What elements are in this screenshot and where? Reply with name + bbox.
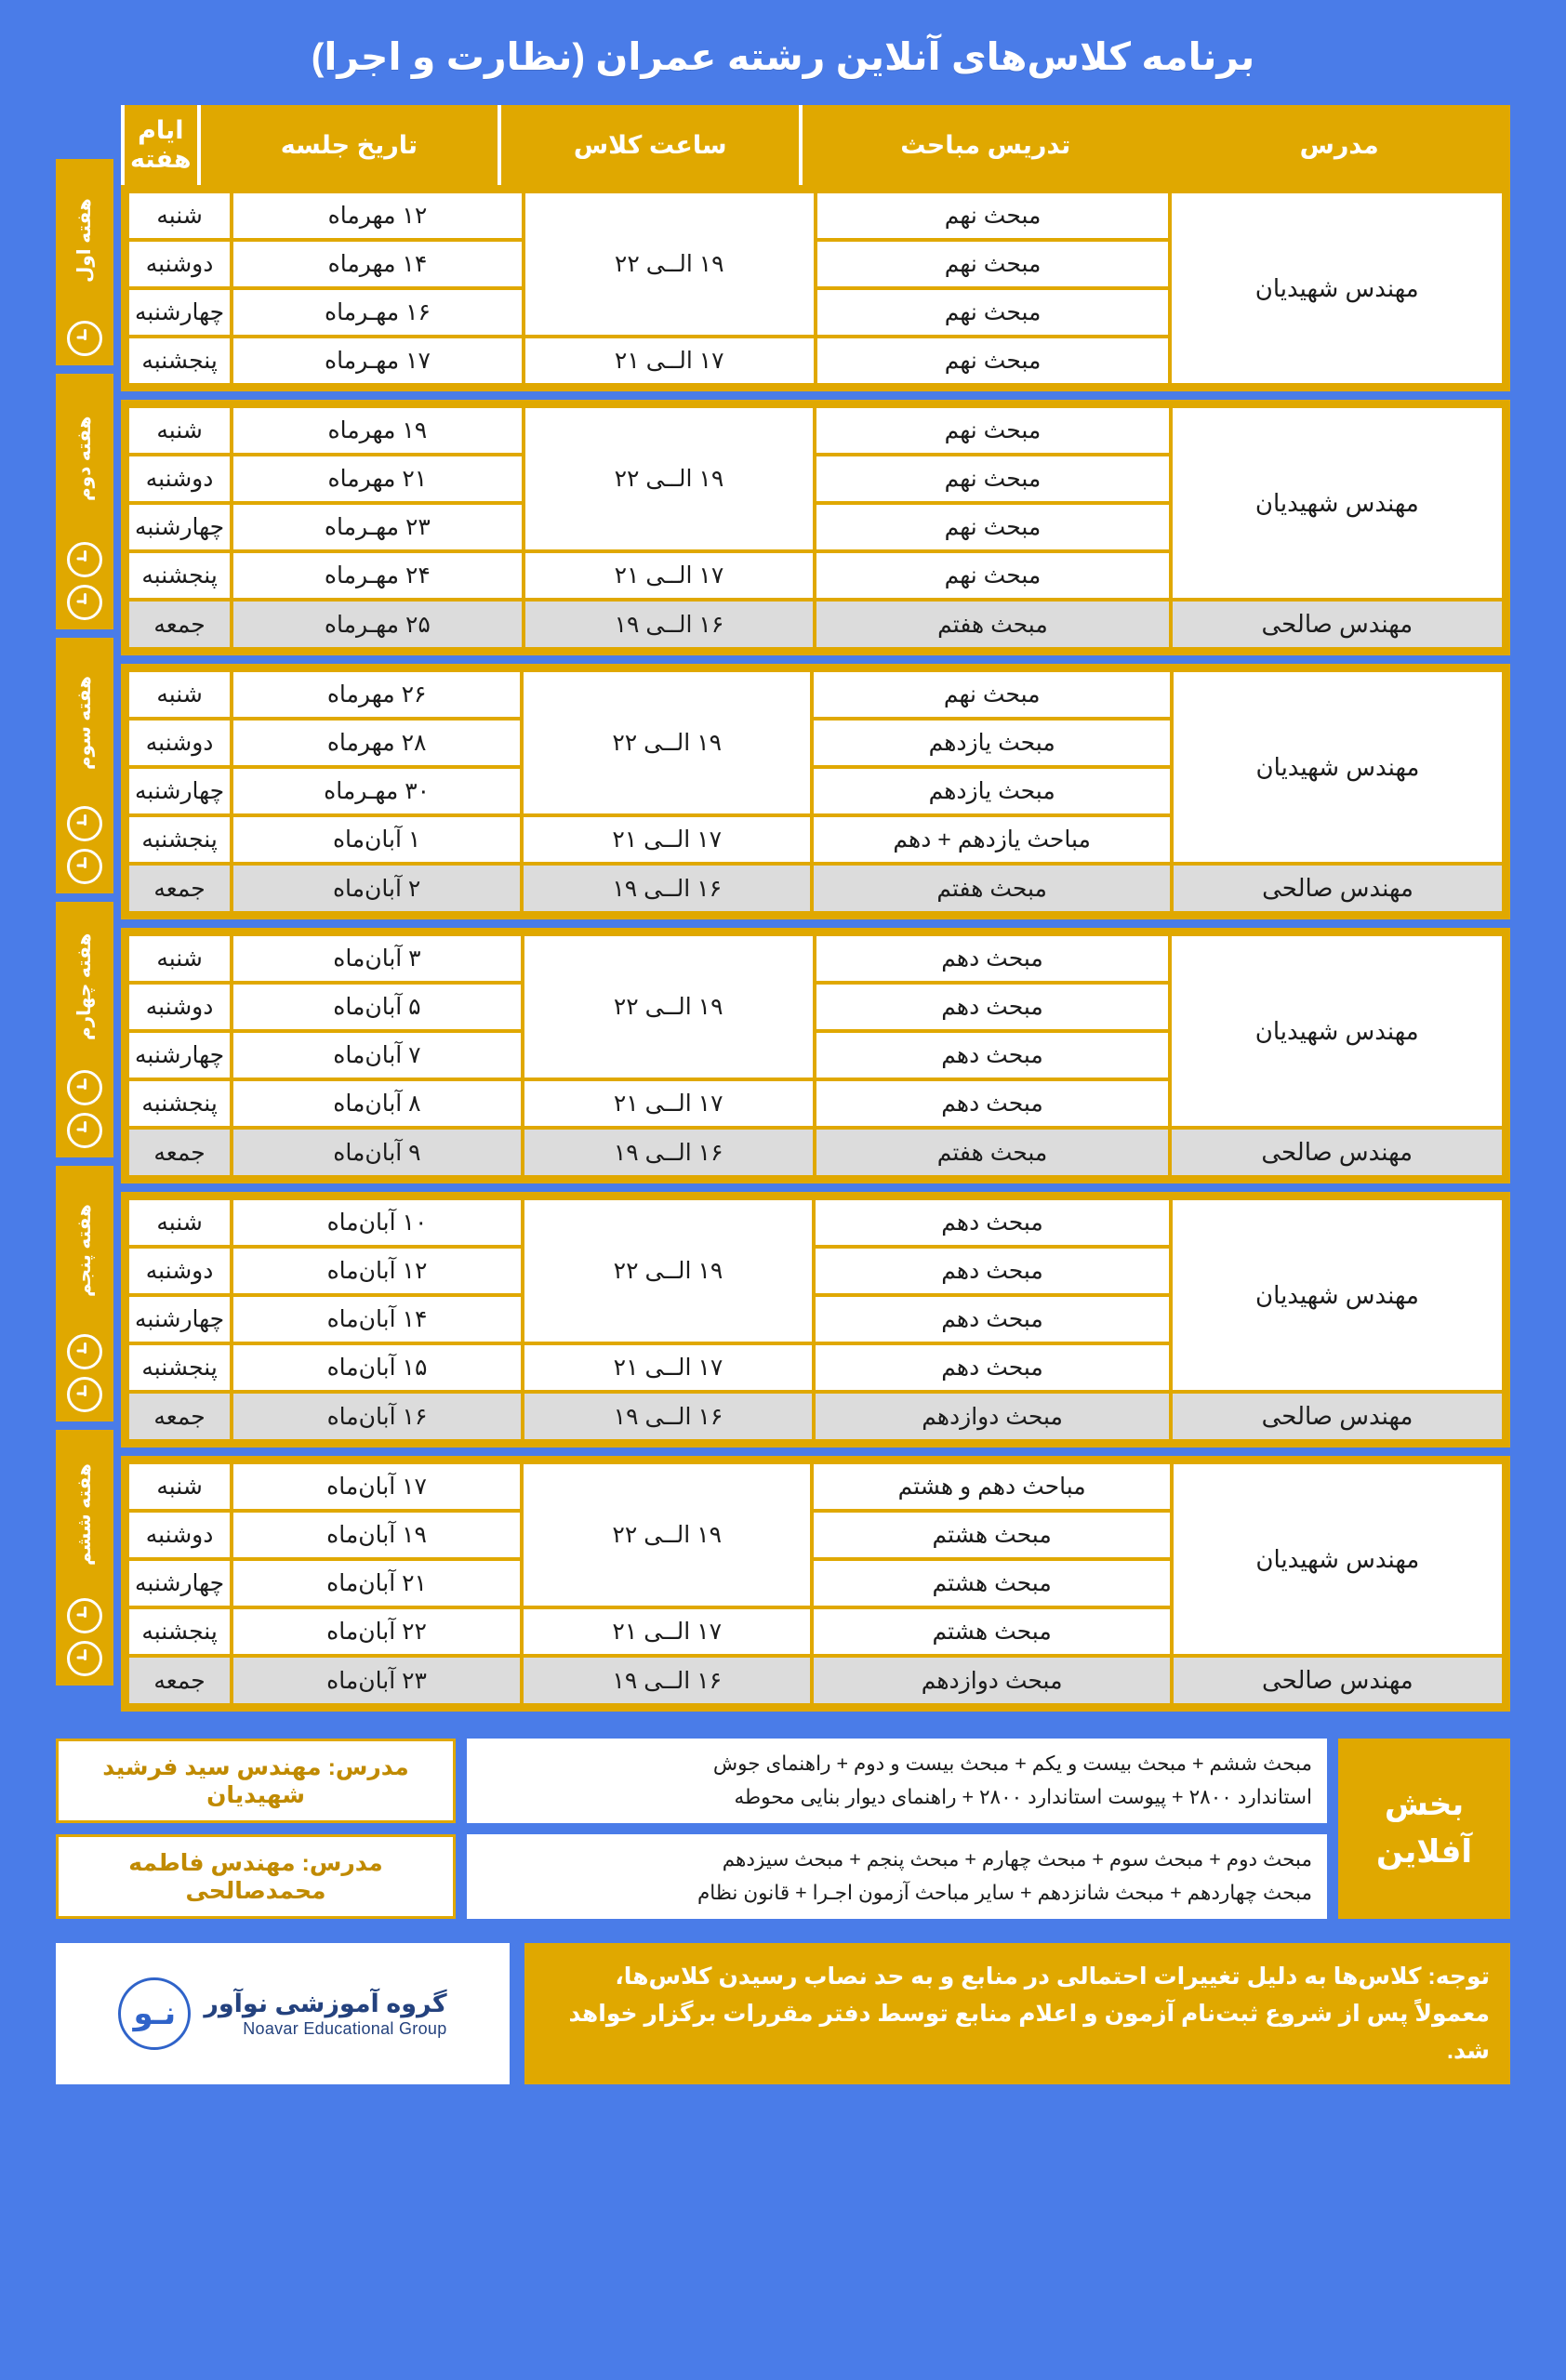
clock-icon bbox=[67, 1070, 102, 1105]
cell-date: ۲۳ مهـرماه bbox=[233, 505, 521, 549]
offline-row bbox=[56, 1834, 1327, 1919]
week-label-block bbox=[56, 1166, 113, 1421]
offline-rows bbox=[56, 1739, 1327, 1919]
schedule-table bbox=[121, 105, 1510, 1720]
cell-date: ۲۱ مهرماه bbox=[233, 456, 521, 501]
cell-day: جمعه bbox=[129, 1130, 230, 1175]
clock-icon bbox=[67, 585, 102, 620]
cell-date: ۱۶ آبان‌ماه bbox=[233, 1394, 521, 1439]
week-block bbox=[121, 1192, 1510, 1448]
week-label: هفته پنجم bbox=[74, 1204, 95, 1298]
cell-day: شنبه bbox=[129, 193, 230, 238]
table-row bbox=[129, 1658, 1502, 1703]
cell-date: ۱ آبان‌ماه bbox=[233, 817, 520, 862]
table-row bbox=[129, 602, 1502, 647]
cell-day: پنجشنبه bbox=[129, 1081, 230, 1126]
cell-topic: مبحث دوازدهم bbox=[814, 1658, 1169, 1703]
cell-time: ۱۹ الــی ۲۲ bbox=[524, 1200, 812, 1342]
cell-date: ۱۷ مهـرماه bbox=[233, 338, 522, 383]
cell-day: دوشنبه bbox=[129, 721, 230, 765]
offline-topics-line: مبحث دوم + مبحث سوم + مبحث چهارم + مبحث پنجم + مبحث سیزدهم bbox=[722, 1848, 1312, 1871]
cell-teacher: مهندس شهیدیان bbox=[1174, 1464, 1502, 1654]
cell-date: ۱۷ آبان‌ماه bbox=[233, 1464, 520, 1509]
column-header-date: تاریخ جلسه bbox=[197, 105, 498, 185]
cell-day: دوشنبه bbox=[129, 1513, 230, 1557]
week-labels-container bbox=[56, 159, 113, 1694]
cell-time: ۱۶ الــی ۱۹ bbox=[524, 1394, 812, 1439]
column-header-day: ایام هفته bbox=[121, 105, 197, 185]
cell-time: ۱۶ الــی ۱۹ bbox=[524, 1658, 811, 1703]
brand-name-fa: گروه آموزشی نوآور bbox=[204, 1990, 447, 2018]
cell-topic: مبحث نهم bbox=[816, 456, 1168, 501]
table-row bbox=[129, 1200, 1502, 1245]
cell-time: ۱۶ الــی ۱۹ bbox=[525, 602, 814, 647]
cell-topic: مبحث هفتم bbox=[816, 1130, 1169, 1175]
table-row bbox=[129, 1394, 1502, 1439]
cell-date: ۹ آبان‌ماه bbox=[233, 1130, 521, 1175]
clock-icon bbox=[67, 1334, 102, 1369]
week-label-block bbox=[56, 902, 113, 1157]
column-header-teacher: مدرس bbox=[1168, 105, 1510, 185]
week-label: هفته ششم bbox=[74, 1463, 95, 1567]
cell-day: پنجشنبه bbox=[129, 1345, 230, 1390]
cell-time: ۱۷ الــی ۲۱ bbox=[524, 1345, 812, 1390]
cell-teacher: مهندس صالحی bbox=[1174, 866, 1502, 911]
cell-date: ۱۲ آبان‌ماه bbox=[233, 1249, 521, 1293]
table-row bbox=[129, 672, 1502, 717]
cell-day: شنبه bbox=[129, 672, 230, 717]
cell-topic: مبحث دهم bbox=[816, 1033, 1169, 1078]
footer-note-line: توجه: کلاس‌ها به دلیل تغییرات احتمالی در منابع و به حد نصاب رسیدن کلاس‌ها، bbox=[615, 1964, 1490, 1990]
offline-topics-line: مبحث چهاردهم + مبحث شانزدهم + سایر مباحث آزمون اجـرا + قانون نظام bbox=[697, 1881, 1312, 1904]
cell-day: دوشنبه bbox=[129, 1249, 230, 1293]
cell-teacher: مهندس شهیدیان bbox=[1174, 672, 1502, 862]
table-header-row bbox=[121, 105, 1510, 185]
cell-date: ۲ آبان‌ماه bbox=[233, 866, 520, 911]
brand-logo bbox=[56, 1943, 510, 2084]
cell-teacher: مهندس صالحی bbox=[1172, 1130, 1502, 1175]
week-label: هفته اول bbox=[74, 198, 95, 284]
cell-topic: مبحث نهم bbox=[817, 193, 1169, 238]
cell-day: پنجشنبه bbox=[129, 338, 230, 383]
cell-teacher: مهندس شهیدیان bbox=[1173, 408, 1502, 598]
cell-day: چهارشنبه bbox=[129, 1033, 230, 1078]
cell-time: ۱۹ الــی ۲۲ bbox=[525, 193, 814, 335]
cell-topic: مباحث دهم و هشتم bbox=[814, 1464, 1169, 1509]
schedule-section bbox=[56, 105, 1510, 1720]
cell-day: دوشنبه bbox=[129, 985, 230, 1029]
cell-topic: مبحث دهم bbox=[816, 1081, 1169, 1126]
offline-topics-line: مبحث ششم + مبحث بیست و یکم + مبحث بیست و دوم + راهنمای جوش bbox=[712, 1752, 1312, 1776]
cell-teacher: مهندس صالحی bbox=[1174, 1658, 1502, 1703]
table-row bbox=[129, 1464, 1502, 1509]
offline-teacher: مدرس: مهندس فاطمه محمدصالحی bbox=[56, 1834, 456, 1919]
cell-date: ۱۹ مهرماه bbox=[233, 408, 521, 453]
cell-day: چهارشنبه bbox=[129, 1561, 230, 1606]
cell-day: دوشنبه bbox=[129, 456, 230, 501]
week-label-block bbox=[56, 159, 113, 365]
week-blocks-container bbox=[121, 185, 1510, 1712]
cell-topic: مبحث یازدهم bbox=[814, 721, 1170, 765]
cell-day: چهارشنبه bbox=[129, 1297, 230, 1342]
week-block bbox=[121, 185, 1510, 391]
cell-topic: مبحث نهم bbox=[817, 242, 1169, 286]
cell-time: ۱۹ الــی ۲۲ bbox=[524, 936, 813, 1078]
page-title: برنامه کلاس‌های آنلاین رشته عمران (نظارت و اجرا) bbox=[311, 35, 1255, 78]
cell-topic: مبحث نهم bbox=[817, 290, 1169, 335]
cell-date: ۲۲ آبان‌ماه bbox=[233, 1609, 520, 1654]
cell-time: ۱۶ الــی ۱۹ bbox=[524, 866, 810, 911]
cell-day: چهارشنبه bbox=[129, 290, 230, 335]
week-label: هفته دوم bbox=[74, 416, 95, 502]
cell-day: شنبه bbox=[129, 1200, 230, 1245]
cell-date: ۱۹ آبان‌ماه bbox=[233, 1513, 520, 1557]
week-block bbox=[121, 928, 1510, 1183]
cell-date: ۳۰ مهـرماه bbox=[233, 769, 520, 813]
clock-icon bbox=[67, 1598, 102, 1633]
cell-date: ۲۴ مهـرماه bbox=[233, 553, 521, 598]
cell-day: دوشنبه bbox=[129, 242, 230, 286]
cell-teacher: مهندس صالحی bbox=[1173, 1394, 1502, 1439]
footer bbox=[56, 1943, 1510, 2084]
cell-time: ۱۹ الــی ۲۲ bbox=[524, 672, 810, 813]
cell-topic: مبحث هشتم bbox=[814, 1561, 1169, 1606]
cell-topic: مبحث دوازدهم bbox=[816, 1394, 1169, 1439]
cell-topic: مبحث یازدهم bbox=[814, 769, 1170, 813]
offline-section bbox=[56, 1739, 1510, 1919]
table-row bbox=[129, 193, 1502, 238]
cell-topic: مبحث دهم bbox=[816, 936, 1169, 981]
footer-note-line: معمولاً پس از شروع ثبت‌نام آزمون و اعلام منابع توسط دفتر مقررات برگزار خواهد شد. bbox=[568, 2001, 1490, 2065]
table-row bbox=[129, 866, 1502, 911]
cell-date: ۲۱ آبان‌ماه bbox=[233, 1561, 520, 1606]
table-row bbox=[129, 936, 1502, 981]
cell-day: جمعه bbox=[129, 866, 230, 911]
cell-day: پنجشنبه bbox=[129, 817, 230, 862]
cell-date: ۱۵ آبان‌ماه bbox=[233, 1345, 521, 1390]
clock-icon bbox=[67, 806, 102, 841]
cell-topic: مبحث دهم bbox=[816, 1345, 1169, 1390]
cell-day: پنجشنبه bbox=[129, 553, 230, 598]
cell-day: جمعه bbox=[129, 602, 230, 647]
cell-time: ۱۷ الــی ۲۱ bbox=[524, 817, 810, 862]
cell-topic: مبحث دهم bbox=[816, 1200, 1169, 1245]
brand-name-en: Noavar Educational Group bbox=[243, 2018, 447, 2038]
cell-topic: مبحث دهم bbox=[816, 1249, 1169, 1293]
cell-date: ۲۶ مهرماه bbox=[233, 672, 520, 717]
schedule-header-table bbox=[121, 105, 1510, 185]
cell-day: جمعه bbox=[129, 1658, 230, 1703]
clock-icon bbox=[67, 321, 102, 356]
cell-topic: مبحث هشتم bbox=[814, 1513, 1169, 1557]
cell-teacher: مهندس شهیدیان bbox=[1173, 1200, 1502, 1390]
cell-time: ۱۷ الــی ۲۱ bbox=[525, 338, 814, 383]
cell-day: شنبه bbox=[129, 408, 230, 453]
cell-day: شنبه bbox=[129, 1464, 230, 1509]
cell-date: ۳ آبان‌ماه bbox=[233, 936, 521, 981]
cell-topic: مبحث هشتم bbox=[814, 1609, 1169, 1654]
cell-date: ۲۸ مهرماه bbox=[233, 721, 520, 765]
cell-time: ۱۷ الــی ۲۱ bbox=[524, 1081, 813, 1126]
cell-date: ۱۰ آبان‌ماه bbox=[233, 1200, 521, 1245]
cell-topic: مبحث هفتم bbox=[816, 602, 1168, 647]
cell-topic: مبحث نهم bbox=[814, 672, 1170, 717]
week-label-block bbox=[56, 1430, 113, 1686]
cell-teacher: مهندس شهیدیان bbox=[1172, 193, 1502, 383]
cell-topic: مبحث هفتم bbox=[814, 866, 1170, 911]
cell-time: ۱۷ الــی ۲۱ bbox=[525, 553, 814, 598]
week-block bbox=[121, 664, 1510, 919]
cell-topic: مبحث دهم bbox=[816, 985, 1169, 1029]
cell-date: ۵ آبان‌ماه bbox=[233, 985, 521, 1029]
clock-icon bbox=[67, 542, 102, 577]
clock-icon bbox=[67, 849, 102, 884]
cell-date: ۱۲ مهرماه bbox=[233, 193, 522, 238]
cell-day: چهارشنبه bbox=[129, 505, 230, 549]
week-label: هفته سوم bbox=[74, 676, 95, 771]
cell-date: ۲۳ آبان‌ماه bbox=[233, 1658, 520, 1703]
cell-day: چهارشنبه bbox=[129, 769, 230, 813]
cell-date: ۲۵ مهـرماه bbox=[233, 602, 521, 647]
cell-topic: مبحث دهم bbox=[816, 1297, 1169, 1342]
cell-time: ۱۶ الــی ۱۹ bbox=[524, 1130, 813, 1175]
cell-date: ۱۴ مهرماه bbox=[233, 242, 522, 286]
footer-note bbox=[524, 1943, 1510, 2084]
cell-time: ۱۹ الــی ۲۲ bbox=[524, 1464, 811, 1606]
week-block bbox=[121, 400, 1510, 655]
cell-topic: مباحث یازدهم + دهم bbox=[814, 817, 1170, 862]
cell-time: ۱۷ الــی ۲۱ bbox=[524, 1609, 811, 1654]
cell-date: ۱۴ آبان‌ماه bbox=[233, 1297, 521, 1342]
clock-icon bbox=[67, 1641, 102, 1676]
clock-icon bbox=[67, 1113, 102, 1148]
column-header-topics: تدریس مباحث bbox=[799, 105, 1168, 185]
cell-day: جمعه bbox=[129, 1394, 230, 1439]
week-label-block bbox=[56, 638, 113, 893]
cell-day: شنبه bbox=[129, 936, 230, 981]
table-row bbox=[129, 1130, 1502, 1175]
cell-topic: مبحث نهم bbox=[816, 408, 1168, 453]
offline-topics bbox=[467, 1834, 1327, 1919]
cell-topic: مبحث نهم bbox=[817, 338, 1169, 383]
table-row bbox=[129, 408, 1502, 453]
cell-teacher: مهندس شهیدیان bbox=[1172, 936, 1502, 1126]
offline-teacher: مدرس: مهندس سید فرشید شهیدیان bbox=[56, 1739, 456, 1823]
offline-badge: بخش آفلاین bbox=[1338, 1739, 1510, 1919]
cell-date: ۷ آبان‌ماه bbox=[233, 1033, 521, 1078]
offline-topics bbox=[467, 1739, 1327, 1823]
offline-topics-line: استاندارد ۲۸۰۰ + پیوست استاندارد ۲۸۰۰ + راهنمای دیوار بنایی محوطه bbox=[734, 1785, 1312, 1808]
offline-row bbox=[56, 1739, 1327, 1823]
cell-day: پنجشنبه bbox=[129, 1609, 230, 1654]
cell-time: ۱۹ الــی ۲۲ bbox=[525, 408, 814, 549]
week-label-column bbox=[56, 105, 113, 1720]
cell-date: ۱۶ مهـرماه bbox=[233, 290, 522, 335]
week-block bbox=[121, 1456, 1510, 1712]
cell-topic: مبحث نهم bbox=[816, 553, 1168, 598]
logo-icon: نـو bbox=[118, 1977, 191, 2050]
cell-date: ۸ آبان‌ماه bbox=[233, 1081, 521, 1126]
week-label: هفته چهارم bbox=[74, 933, 95, 1041]
cell-topic: مبحث نهم bbox=[816, 505, 1168, 549]
week-label-block bbox=[56, 374, 113, 629]
clock-icon bbox=[67, 1377, 102, 1412]
column-header-time: ساعت کلاس bbox=[498, 105, 799, 185]
brand-text bbox=[204, 1989, 446, 2038]
cell-teacher: مهندس صالحی bbox=[1173, 602, 1502, 647]
